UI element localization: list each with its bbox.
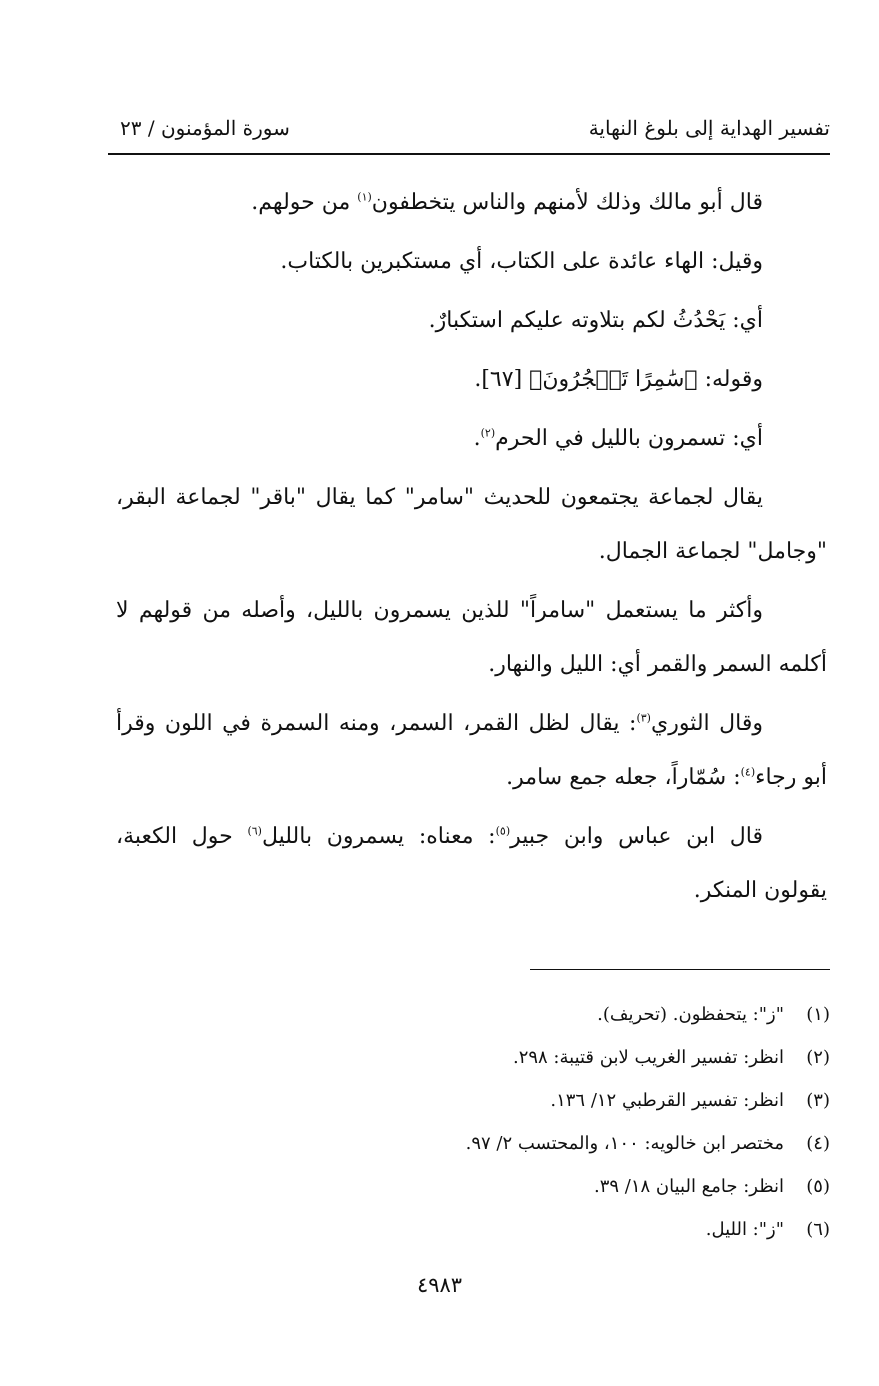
footnote-number: (٥) — [806, 1176, 830, 1197]
footnote-text: انظر: تفسير الغريب لابن قتيبة: ٢٩٨. — [512, 1047, 784, 1068]
paragraph-5 — [116, 412, 827, 466]
footnote-text: "ز": يتحفظون. (تحريف). — [597, 1004, 784, 1025]
paragraph-text: حول الكعبة، يقولون المنكر. — [116, 824, 827, 903]
running-header — [108, 112, 830, 146]
footnote-number: (٤) — [806, 1133, 830, 1154]
footnote-marker: (٦) — [247, 824, 262, 838]
footnote-marker: (٤) — [740, 765, 756, 779]
paragraph-text: وأكثر ما يستعمل "سامراً" للذين يسمرون بالليل، وأصله من قولهم لا أكلمه السمر والقمر أي: الليل والنهار. — [116, 598, 827, 677]
paragraph-text: قال ابن عباس وابن جبير — [510, 824, 763, 849]
footnote-text: انظر: جامع البيان ١٨/ ٣٩. — [593, 1176, 784, 1197]
quranic-quote: وقوله: ﴿سَٰمِرًا تَهۡجُرُونَ﴾ [٦٧]. — [474, 367, 763, 392]
paragraph-8 — [116, 697, 827, 805]
paragraph-text: أي: تسمرون بالليل في الحرم — [495, 426, 763, 451]
main-text — [116, 176, 827, 923]
footnote-marker: (٢) — [480, 426, 496, 440]
footnote-text: انظر: تفسير القرطبي ١٢/ ١٣٦. — [550, 1090, 784, 1111]
book-title: تفسير الهداية إلى بلوغ النهاية — [588, 116, 830, 140]
footnote-marker: (٥) — [495, 824, 511, 838]
paragraph-text: : سُمّاراً، جعله جمع سامر. — [506, 765, 741, 790]
paragraph-text: . — [473, 426, 481, 451]
paragraph-text: وقيل: الهاء عائدة على الكتاب، أي مستكبرين بالكتاب. — [280, 249, 763, 274]
paragraph-text: أي: يَحْدُثُ لكم بتلاوته عليكم استكبارٌ. — [428, 308, 763, 333]
footnote-number: (٦) — [806, 1219, 830, 1240]
footnote-item — [300, 993, 830, 1036]
paragraph-text: يقال لجماعة يجتمعون للحديث "سامر" كما يقال "باقر" لجماعة البقر، "وجامل" لجماعة الجمال. — [116, 485, 827, 564]
footnote-item — [300, 1208, 830, 1251]
paragraph-7 — [116, 584, 827, 692]
footnote-item — [300, 1036, 830, 1079]
paragraph-4 — [116, 353, 827, 407]
footnote-text: مختصر ابن خالويه: ١٠٠، والمحتسب ٢/ ٩٧. — [465, 1133, 784, 1154]
footnote-marker: (١) — [357, 190, 372, 204]
footnote-item — [300, 1079, 830, 1122]
surah-info: سورة المؤمنون / ٢٣ — [120, 116, 290, 140]
paragraph-9 — [116, 810, 827, 918]
paragraph-2 — [116, 235, 827, 289]
footnote-divider — [530, 969, 830, 970]
footnote-number: (١) — [806, 1004, 830, 1025]
footnote-marker: (٣) — [636, 711, 651, 725]
page-number: ٤٩٨٣ — [416, 1273, 463, 1297]
footnote-text: "ز": الليل. — [705, 1219, 784, 1240]
paragraph-6 — [116, 471, 827, 579]
paragraph-text: : يقال لظل القمر، السمر، ومنه السمرة في اللون وقرأ أبو رجاء — [116, 711, 827, 790]
paragraph-text: وقال الثوري — [650, 711, 763, 736]
paragraph-1 — [116, 176, 827, 230]
footnote-item — [300, 1122, 830, 1165]
footnote-number: (٢) — [806, 1047, 830, 1068]
paragraph-text: من حولهم. — [251, 190, 358, 215]
footnote-item — [300, 1165, 830, 1208]
footnotes — [300, 993, 830, 1251]
header-divider — [108, 153, 830, 155]
paragraph-text: قال أبو مالك وذلك لأمنهم والناس يتخطفون — [371, 190, 763, 215]
footnote-number: (٣) — [806, 1090, 830, 1111]
paragraph-3 — [116, 294, 827, 348]
paragraph-text: : معناه: يسمرون بالليل — [261, 824, 496, 849]
